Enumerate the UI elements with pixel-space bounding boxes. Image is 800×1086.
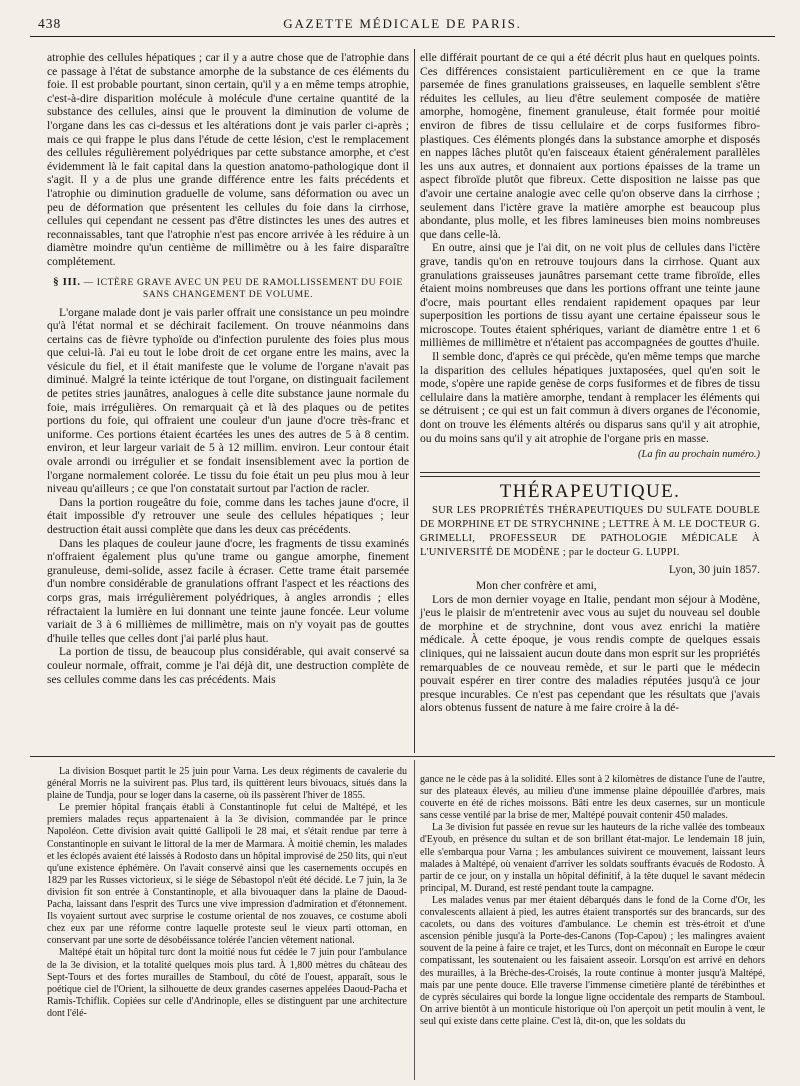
feuilleton-rule (30, 756, 775, 757)
column-divider (414, 760, 415, 1080)
paragraph: Maltépé était un hôpital turc dont la moitié nous fut cédée le 7 juin pour l'ambulance de la 3e division, et la totalité quelques mois plus tard. À 1,800 mètres du château des Sept-Tours et des fortes murailles de Stamboul, du côté de l'ouest, apparaît, sous le poétique ciel de l'Orient, la silhouette de deux grandes casernes appelées Daoud-Pacha et Ramis-Tchiflik. Copiées sur celle d'Andrinople, elles se distinguent par une architecture dont l'élé- (47, 947, 407, 1019)
page-number: 438 (38, 16, 62, 31)
paragraph: elle différait pourtant de ce qui a été décrit plus haut en quelques points. Ces différences consistaient particulièrement en ce que la trame parsemée de fines granulations graisseuses, en laquelle semblent s'être réduites les cellules, au lieu d'être seulement composée de matière amorphe, homogène, finement granuleuse, était formée pour moitié environ de fibres de tissu cellulaire et de corps fusiformes fibro-plastiques. Ces éléments plongés dans la substance amorphe et disposés en nappes lâches plutôt qu'en faisceaux étaient généralement parallèles les uns aux autres, et donnaient aux portions épaisses de la trame un aspect fibroïde plutôt que fibreux. Cette disposition ne laisse pas que d'avoir une certaine analogie avec celle qu'on observe dans la cirrhose ; seulement dans l'ictère grave la matière amorphe est beaucoup plus abondante, plus molle, et les fibres lamineuses bien moins nombreuses que dans celle-là. (420, 51, 760, 241)
page-header (30, 10, 775, 37)
paragraph: gance ne le cède pas à la solidité. Elles sont à 2 kilomètres de distance l'une de l'autre, sur des plateaux élevés, au milieu d'une immense plaine dépouillée d'arbres, mais couverte en été de riches moissons. Bâti entre les deux casernes, sur un monticule sans cesse ventilé par la brise de mer, Maltépé pouvait contenir 450 malades. (420, 774, 765, 822)
right-column (420, 51, 760, 715)
journal-title: GAZETTE MÉDICALE DE PARIS. (283, 16, 522, 31)
paragraph: Dans les plaques de couleur jaune d'ocre, les fragments de tissu examinés n'offraient également plus qu'une trame ou gangue amorphe, finement granuleuse, demi-solide, assez facile à écraser. Cette trame était parsemée d'un nombre considérable de granulations offrant l'aspect et les réactions des corps gras, mais irrégulièrement polyédriques, à angles arrondis ; elles réfractaient la lumière en lui donnant une teinte jaune foncée. Leur volume variait de 3 à 6 millièmes de millimètre, mais on n'y voyait pas de gouttes d'huile telles que celles dont j'ai parlé plus haut. (47, 536, 409, 645)
paragraph: La 3e division fut passée en revue sur les hauteurs de la riche vallée des tombeaux d'Eyoub, en présence du sultan et de son brillant état-major. Le lendemain 18 juin, elle s'embarqua pour Varna ; les ambulances suivirent ce mouvement, laissant leurs malades à Maltépé, où venaient d'arriver les soldats souffrants évacués de Rodosto. À partir de ce jour, on y installa un hôpital définitif, à la tête duquel le savant médecin principal, M. Durand, est resté pendant toute la campagne. (420, 822, 765, 894)
letter-salutation: Mon cher confrère et ami, (476, 579, 597, 592)
section-heading (47, 276, 409, 301)
paragraph: atrophie des cellules hépatiques ; car il y a autre chose que de l'atrophie dans ce passage à l'état de substance amorphe de la substance de ces éléments du foie. Il est probable pourtant, sinon certain, qu'il y a en même temps atrophie, c'est-à-dire disparition molécule à molécule d'une certaine quantité de la substance des cellules, ainsi que le prouvent la diminution de volume de l'organe dans les cas ci-dessus et les altérations dont je vais parler ci-après ; mais ce qui frappe le plus dans l'étude de cette lésion, c'est le remplacement des cellules régulièrement polyédriques par cette substance amorphe, et c'est évidemment là le fait capital dans la question anatomo-pathologique dont il s'agit. Il y a de plus une grande différence entre les faits précédents et l'atrophie ou diminution graduelle de volume, sans déformation ou avec un peu de déformation que présentent les cellules du foie dans la cirrhose, cellules qui cependant ne cessent pas d'être distinctes les unes des autres et reconnaissables, tant que l'atrophie n'est pas encore arrivée à les réduire à un diamètre moindre qu'un centième de millimètre ou à les faire disparaître complétement. (47, 51, 409, 268)
paragraph: L'organe malade dont je vais parler offrait une consistance un peu moindre qu'à l'état normal et se déchirait facilement. On trouve néanmoins dans certains cas de fièvre typhoïde ou d'infection purulente des foies plus mous que celui-là. J'ai eu tout le lobe droit de cet organe entre les mains, avec la vésicule du fiel, et il était manifeste que le volume de l'organe n'avait pas diminué. Malgré la teinte ictérique de tout l'organe, on distinguait facilement de petites stries jaunâtres, analogues à celle dite substance jaune normale du foie, mais irrégulières. On remarquait çà et là des plaques ou de petites portions du foie, qui offraient une couleur d'un jaune d'ocre très-franc et uniforme. Ces portions étaient écartées les unes des autres de 5 à 8 centim. environ, et leur largeur variait de 5 à 12 millim. environ. Leur contour était ovale arrondi ou irrégulier et se fondait insensiblement avec la portion de l'organe normalement colorée. Le tissu du foie était un peu plus mou à leur niveau qu'ailleurs ; ce que l'on constatait surtout par l'action de racler. (47, 305, 409, 496)
feuilleton-right-column (420, 774, 765, 1028)
left-column (47, 51, 409, 686)
article-abstract: SUR LES PROPRIÉTÉS THÉRAPEUTIQUES DU SULFATE DOUBLE DE MORPHINE ET DE STRYCHNINE ; LETTRE À M. LE DOCTEUR G. GRIMELLI, PROFESSEUR DE PATHOLOGIE MÉDICALE À L'UNIVERSITÉ DE MODÈNE ; par le docteur G. LUPPI. (420, 505, 760, 559)
paragraph: En outre, ainsi que je l'ai dit, on ne voit plus de cellules dans l'ictère grave, tandis qu'on en retrouve toujours dans la cirrhose. Quant aux granulations graisseuses jaunâtres parsemant cette trame fibroïde, elles étaient moins nombreuses que dans les portions offrant une teinte jaune d'ocre, mais pourtant elles rendaient rapidement opaques par leur superposition les portions de tissu ayant une certaine épaisseur sous le microscope. Toutes étaient sphériques, variant de diamètre entre 1 et 6 millièmes de millimètre et n'étaient pas accompagnées de gouttes d'huile. (420, 241, 760, 350)
feuilleton-left-column (47, 766, 407, 1020)
section-title: — ICTÈRE GRAVE AVEC UN PEU DE RAMOLLISSEMENT DU FOIE SANS CHANGEMENT DE VOLUME. (83, 276, 403, 300)
paragraph: Dans la portion rougeâtre du foie, comme dans les taches jaune d'ocre, il était impossible d'y retrouver une seule des cellules hépatiques ; leur destruction était aussi complète que dans les deux cas précédents. (47, 495, 409, 536)
column-divider (414, 49, 415, 753)
continuation-note: (La fin au prochain numéro.) (637, 449, 760, 461)
paragraph: Les malades venus par mer étaient débarqués dans le fond de la Corne d'Or, les convalescents allaient à pied, les autres étaient transportés sur des brancards, sur des cacolets, ou dans des voitures d'ambulance. Le chemin est très-étroit et d'une ascension pénible jusqu'à la Porte-des-Canons (Top-Capou) ; les malingres avaient souvent de la peine à faire ce trajet, et les Turcs, dont on méconnaît en Europe le cœur compatissant, les soutenaient ou les faisaient asseoir. Lorsqu'on est arrivé en dehors des murailles, à la Brèche-des-Croisés, la route continue à monter jusqu'à Maltépé, mais par une pente douce. Elle traverse l'immense cimetière planté de térébinthes et de cyprès séculaires qui borde la longue ligne occidentale des remparts de Stamboul. On arrive bientôt à un monticule historique où l'on aperçoit un petit moulin à vent, le seul qui existe dans cette plaine. C'est là, dit-on, que les soldats du (420, 894, 765, 1027)
paragraph: Il semble donc, d'après ce qui précède, qu'en même temps que marche la disparition des cellules hépatiques juxtaposées, quel qu'en soit le mode, s'opère une rapide genèse de corps fusiformes et de fibres de tissu cellulaire dans la matière amorphe, tendant à remplacer les éléments qui se détruisent ; ce qui est un fait commun à divers organes de l'économie, dont on trouve les éléments altérés ou disparus sans qu'il y ait atrophie, ou du moins sans qu'il y ait atrophie de l'organe pris en masse. (420, 350, 760, 445)
section-number: § III. (53, 275, 81, 288)
paragraph: La portion de tissu, de beaucoup plus considérable, qui avait conservé sa couleur normale, offrait, comme je l'ai déjà dit, une destruction complète de ses cellules comme dans les cas précédents. Mais (47, 645, 409, 686)
section-rule (420, 472, 760, 477)
paragraph: La division Bosquet partit le 25 juin pour Varna. Les deux régiments de cavalerie du général Morris ne la suivirent pas. Plus tard, ils quittèrent leurs bivouacs, situés dans la plaine de Tundja, pour se loger dans la caserne, où ils passèrent l'hiver de 1855. (47, 766, 407, 802)
letter-date: Lyon, 30 juin 1857. (668, 563, 760, 577)
therapeutique-title: THÉRAPEUTIQUE. (499, 480, 681, 502)
paragraph: Le premier hôpital français établi à Constantinople fut celui de Maltépé, et les premiers malades reçus appartenaient à la 3e division, commandée par le prince Napoléon. Cette division avait quitté Gallipoli le 28 mai, et s'était rendue par terre à Constantinople en suivant le littoral de la mer de Marmara. À moitié chemin, les malades et les éclopés avaient été laissés à Rodosto dans un hôpital improvisé de 250 lits, qui n'eut qu'une existence éphémère. On l'avait conservé ainsi que les casernements occupés en 1829 par les Russes victorieux, si le siége de Sébastopol n'eût été décidé. Le 7 juin, la 3e division fit son entrée à Constantinople, et alla bivouaquer dans la plaine de Daoud-Pacha, laissant dans l'esprit des Turcs une vive impression d'admiration et d'étonnement. Ils voyaient surtout avec surprise le costume oriental de nos zouaves, ce costume aboli chez eux par une réforme contre laquelle proteste seul le vieux parti ottoman, en conservant par une sorte de désobéissance tolérée l'ancien vêtement national. (47, 802, 407, 947)
paragraph: Lors de mon dernier voyage en Italie, pendant mon séjour à Modène, j'eus le plaisir de m'entretenir avec vous au sujet du nouveau sel double de morphine et de strychnine, dont vous avez enrichi la matière médicale. À cette époque, je vous rendis compte de quelques essais cliniques, qui ne laissaient aucun doute dans mon esprit sur les propriétés remarquables de ce nouveau remède, et sur le parti que le médecin pouvait espérer en tirer contre des maladies réputées jusqu'à ce jour presque incurables. Ce n'est pas cependant que les résultats que j'avais alors obtenus fussent de nature à me faire croire à la dé- (420, 592, 761, 715)
